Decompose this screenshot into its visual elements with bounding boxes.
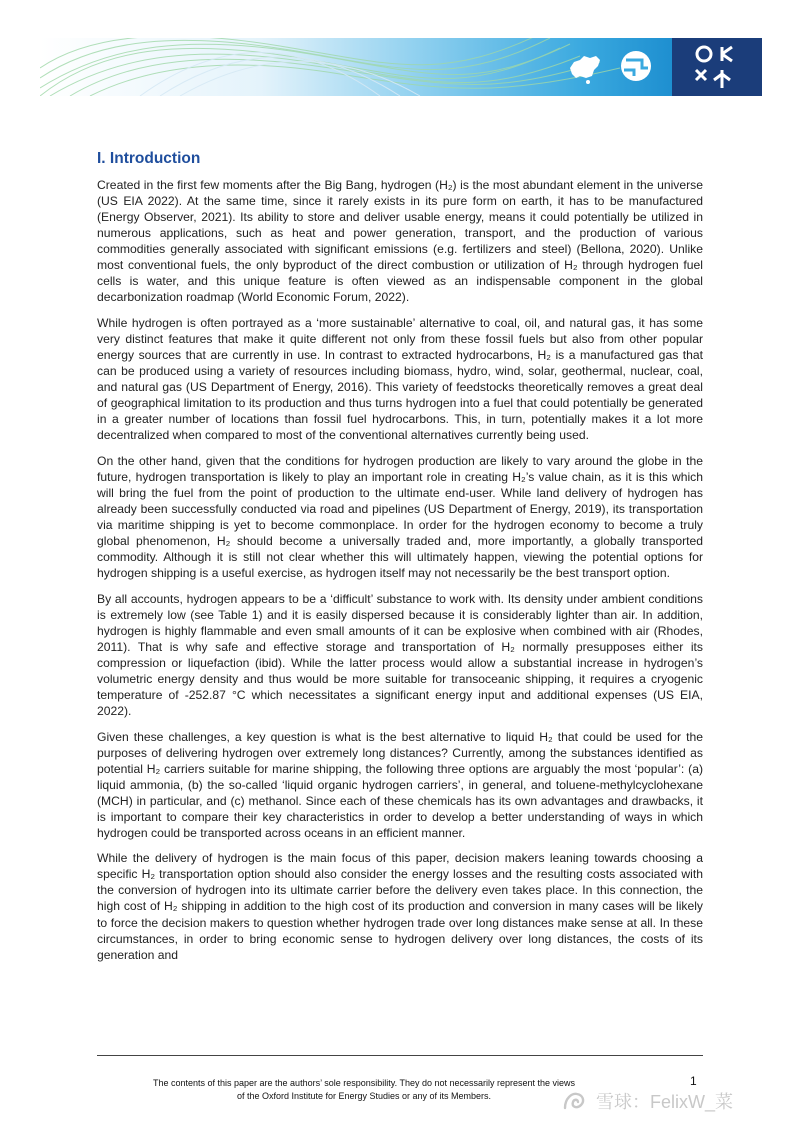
paragraph: On the other hand, given that the conditions for hydrogen production are likely to vary around the globe in the future, hydrogen transportation is likely to play an important role in creating H₂’s value chain, as it is this which will bring the fuel from the point of production to the ultimate end-user. While land delivery of hydrogen has already been successfully conducted via road and pipelines (US Department of Energy, 2019), its transportation via maritime shipping is yet to become commonplace. In order for the hydrogen economy to become a truly global phenomenon, H₂ should become a universally traded and, more importantly, a globally transported commodity. Although it is still not clear whether this will ultimately happen, viewing the potential options for hydrogen shipping is a useful exercise, as hydrogen itself may not necessarily be the best transport option. (97, 453, 703, 581)
footer-disclaimer-line: of the Oxford Institute for Energy Studies or any of its Members. (236, 1090, 492, 1101)
watermark (562, 1086, 792, 1116)
watermark-text: 雪球：FelixW_菜 (596, 1092, 734, 1112)
paragraph: While hydrogen is often portrayed as a ‘more sustainable’ alternative to coal, oil, and natural gas, it has some very distinct features that make it quite different not only from these fossil fuels but also from other popular energy sources that are currently in use. In contrast to extracted hydrocarbons, H₂ is a manufactured gas that can be produced using a variety of resources including biomass, hydro, wind, solar, geothermal, nuclear, coal, and natural gas (US Department of Energy, 2016). This variety of feedstocks theoretically removes a great deal of geographical limitation to its production and thus turns hydrogen into a fuel that could potentially be generated in a greater number of locations than fossil fuel hydrocarbons. This, in turn, potentially makes it a lot more decentralized when compared to most of the conventional alternatives currently being used. (97, 315, 703, 443)
footer-disclaimer (96, 1077, 632, 1102)
paragraph: While the delivery of hydrogen is the main focus of this paper, decision makers leaning towards choosing a specific H₂ transportation option should also consider the energy losses and the resulting costs associated with the conversion of hydrogen into its ultimate carrier before the delivery even takes place. In this connection, the high cost of H₂ shipping in addition to the high cost of its production and conversion in many cases will be likely to force the decision makers to question whether hydrogen trade over long distances make sense at all. In these circumstances, in order to bring economic sense to hydrogen delivery over long distances, the costs of its generation and (97, 851, 703, 962)
footer-divider (97, 1055, 703, 1056)
section-heading: I. Introduction (97, 150, 201, 167)
paragraph: Given these challenges, a key question is what is the best alternative to liquid H₂ that could be used for the purposes of delivering hydrogen over extremely long distances? Currently, among the substances identified as potential H₂ carriers suitable for marine shipping, the following three options are arguably the most ‘popular’: (a) liquid ammonia, (b) the so-called ‘liquid organic hydrogen carriers’, in general, and toluene-methylcyclohexane (MCH) in particular, and (c) methanol. Since each of these chemicals has its own advantages and drawbacks, it is important to compare their key characteristics in order to develop a better understanding of ways in which hydrogen could be transported across oceans in an efficient manner. (97, 729, 703, 840)
header-banner (40, 38, 762, 96)
page-number: 1 (690, 1074, 697, 1088)
footer-disclaimer-line: The contents of this paper are the authors’ sole responsibility. They do not necessarily represent the views (152, 1078, 576, 1088)
paragraph: By all accounts, hydrogen appears to be a ‘difficult’ substance to work with. Its density under ambient conditions is extremely low (see Table 1) and it is easily dispersed because it is considerably lighter than air. In addition, hydrogen is highly flammable and even small amounts of it can be explosive when combined with air (Rhodes, 2011). That is why safe and effective storage and transportation of H₂ normally presupposes either its compression or liquefaction (ibid). While the latter process would allow a substantial increase in hydrogen’s volumetric energy density and thus would be more suitable for transoceanic shipping, it requires a cryogenic temperature of -252.87 °C which necessitates a significant energy input and additional expenses (US EIA, 2022). (97, 591, 703, 718)
globe-pipeline-icon (621, 51, 651, 81)
body-text (97, 177, 703, 972)
snowball-logo-icon (562, 1090, 588, 1112)
paragraph: Created in the first few moments after the Big Bang, hydrogen (H₂) is the most abundant element in the universe (US EIA 2022). At the same time, since it rarely exists in its pure form on earth, it has to be manufactured (Energy Observer, 2021). Its ability to store and deliver usable energy, means it could potentially be utilized in numerous applications, such as heat and power generation, transport, and the production of various commodities generally associated with significant emissions (e.g. fertilizers and steel) (Bellona, 2020). Unlike most conventional fuels, the only byproduct of the direct combustion or utilization of H₂ through hydrogen fuel cells is water, and this unique feature is often viewed as an indispensable component in the global decarbonization roadmap (World Economic Forum, 2022). (97, 178, 703, 305)
